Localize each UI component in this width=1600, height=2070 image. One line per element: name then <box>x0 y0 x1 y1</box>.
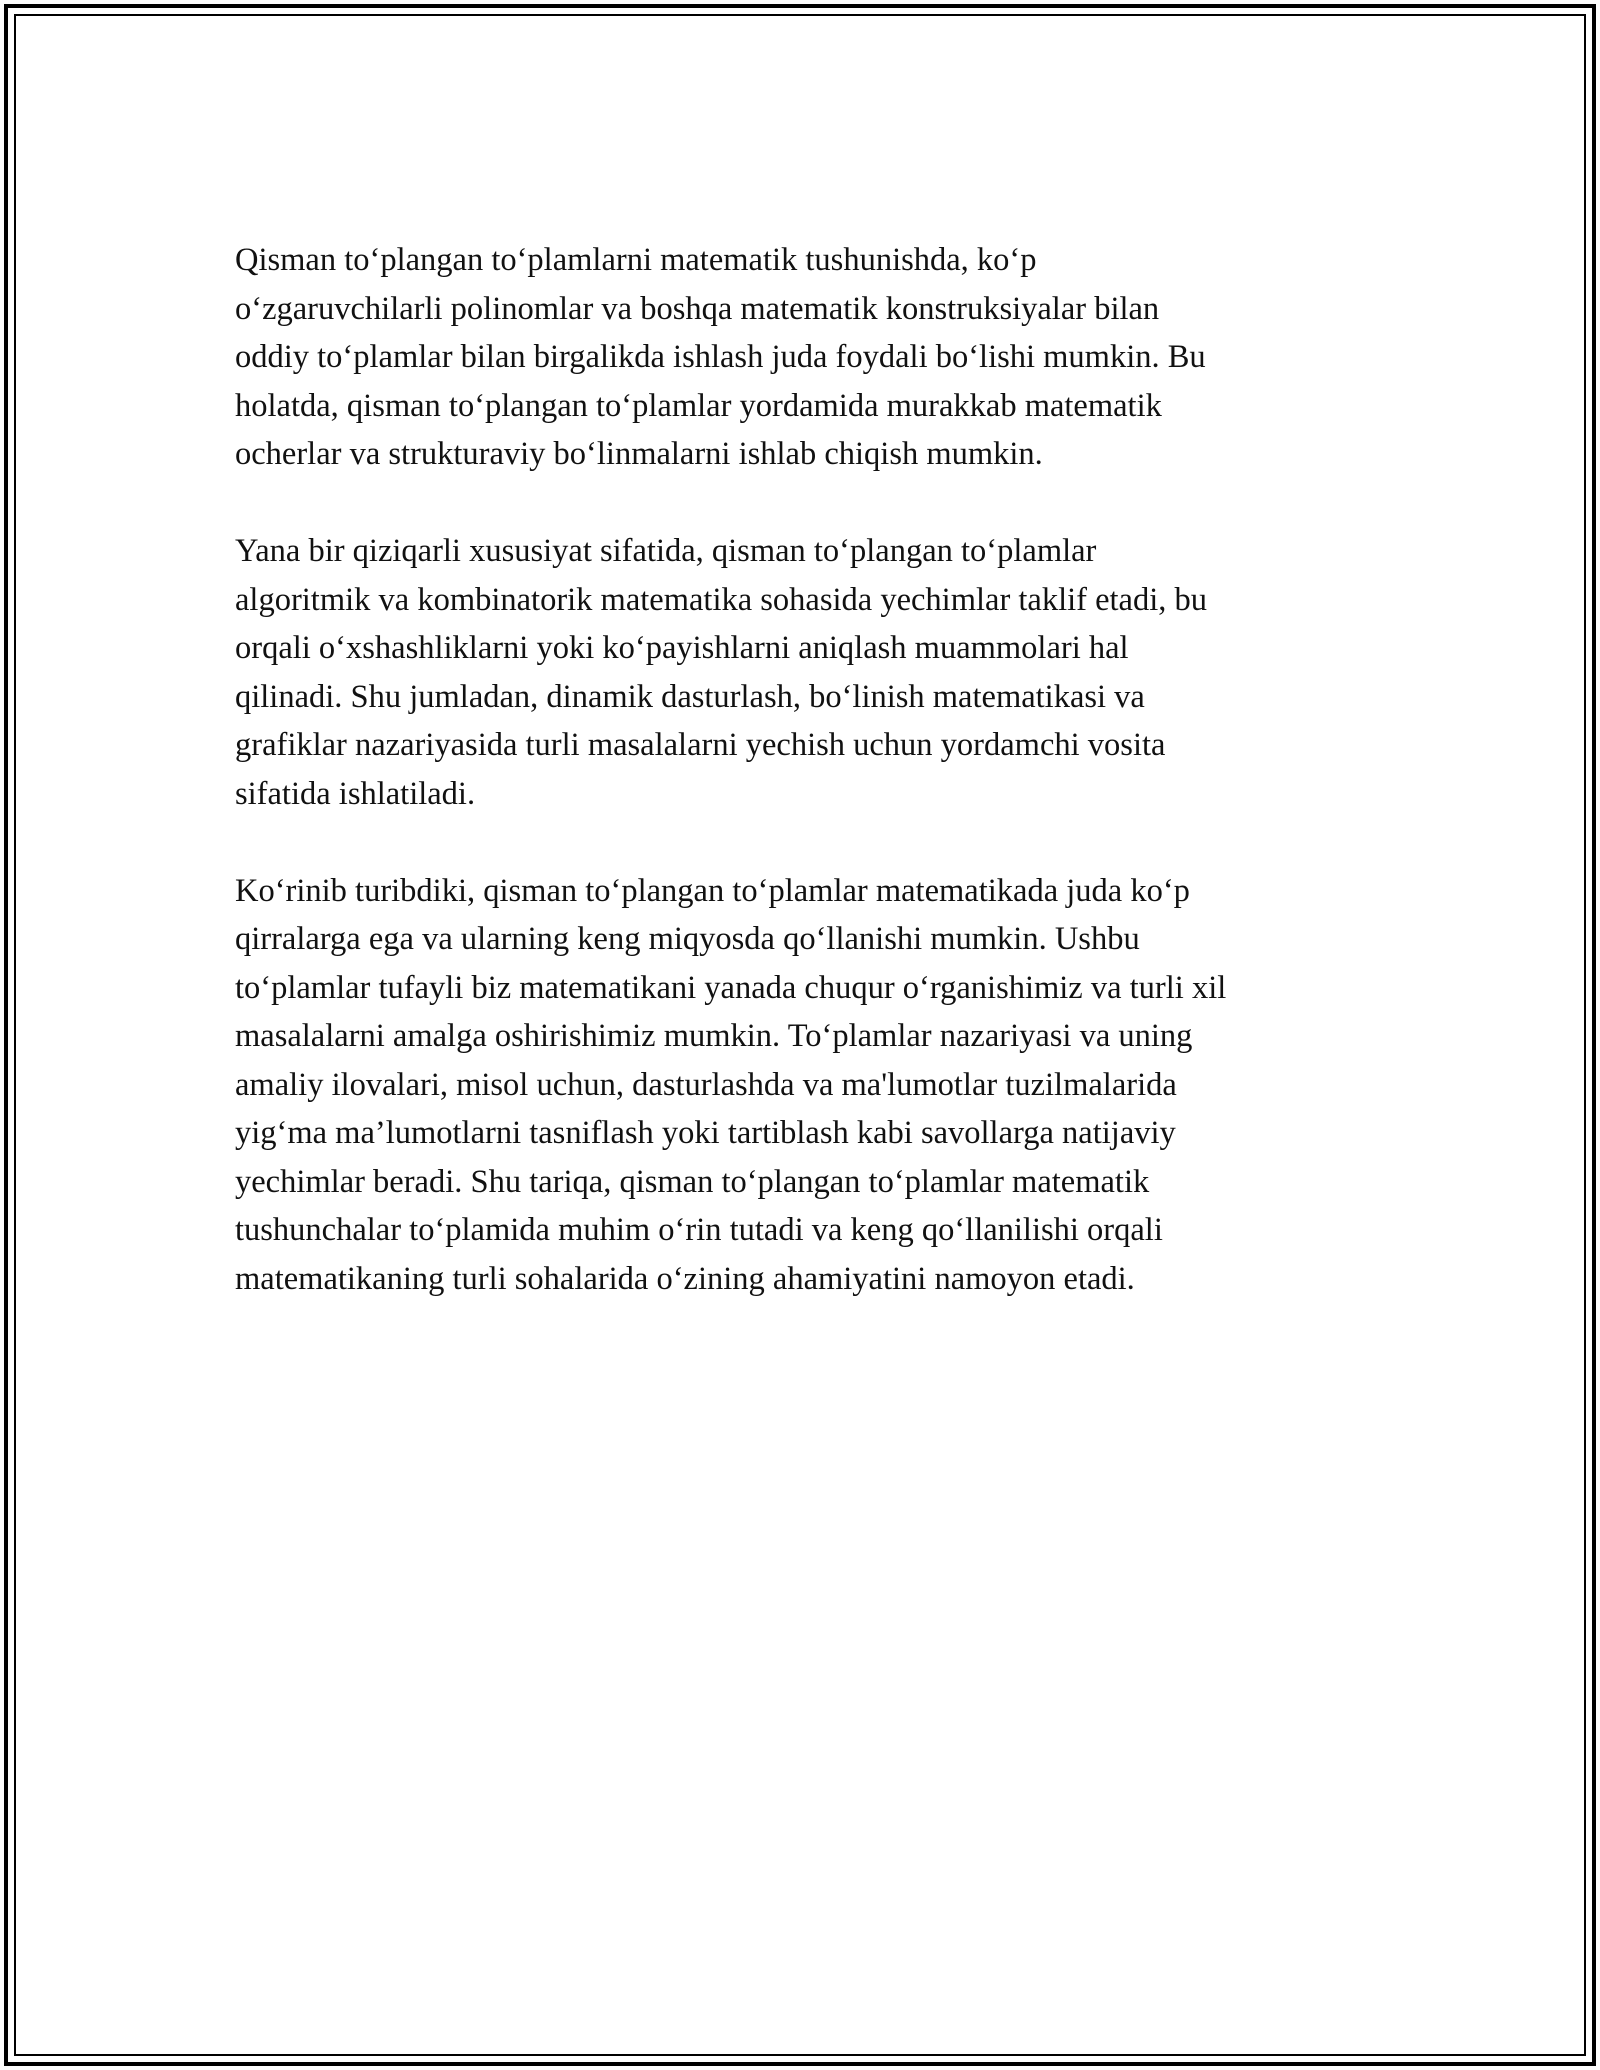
paragraph-2 <box>235 527 1375 818</box>
text-line: grafiklar nazariyasida turli masalalarni yechish uchun yordamchi vosita <box>235 727 1166 763</box>
text-line: Qisman to‘plangan to‘plamlarni matematik tushunishda, ko‘p <box>235 242 1037 278</box>
document-body <box>235 236 1375 1352</box>
text-line: algoritmik va kombinatorik matematika sohasida yechimlar taklif etadi, bu <box>235 581 1208 618</box>
text-line: ocherlar va strukturaviy bo‘linmalarni ishlab chiqish mumkin. <box>235 436 1043 472</box>
text-line: sifatida ishlatiladi. <box>235 775 476 812</box>
text-line: qilinadi. Shu jumladan, dinamik dasturlash, bo‘linish matematikasi va <box>235 678 1145 715</box>
text-line: to‘plamlar tufayli biz matematikani yanada chuqur o‘rganishimiz va turli xil <box>235 969 1227 1006</box>
text-line: orqali o‘xshashliklarni yoki ko‘payishlarni aniqlash muammolari hal <box>235 630 1129 666</box>
text-line: holatda, qisman to‘plangan to‘plamlar yordamida murakkab matematik <box>235 387 1162 424</box>
text-line: masalalarni amalga oshirishimiz mumkin. To‘plamlar nazariyasi va uning <box>235 1018 1193 1054</box>
text-line: o‘zgaruvchilarli polinomlar va boshqa matematik konstruksiyalar bilan <box>235 290 1160 327</box>
text-line: tushunchalar to‘plamida muhim o‘rin tutadi va keng qo‘llanilishi orqali <box>235 1212 1163 1248</box>
text-line: Ko‘rinib turibdiki, qisman to‘plangan to‘plamlar matematikada juda ko‘p <box>235 872 1190 909</box>
text-line: yig‘ma ma’lumotlarni tasniflash yoki tartiblash kabi savollarga natijaviy <box>235 1115 1176 1151</box>
paragraph-1 <box>235 236 1375 479</box>
paragraph-3 <box>235 867 1375 1304</box>
text-line: Yana bir qiziqarli xususiyat sifatida, qisman to‘plangan to‘plamlar <box>235 533 1097 569</box>
text-line: oddiy to‘plamlar bilan birgalikda ishlash juda foydali bo‘lishi mumkin. Bu <box>235 339 1206 375</box>
text-line: yechimlar beradi. Shu tariqa, qisman to‘plangan to‘plamlar matematik <box>235 1163 1150 1200</box>
text-line: amaliy ilovalari, misol uchun, dasturlashda va ma'lumotlar tuzilmalarida <box>235 1066 1177 1103</box>
text-line: matematikaning turli sohalarida o‘zining ahamiyatini namoyon etadi. <box>235 1260 1135 1297</box>
text-line: qirralarga ega va ularning keng miqyosda qo‘llanishi mumkin. Ushbu <box>235 921 1140 957</box>
